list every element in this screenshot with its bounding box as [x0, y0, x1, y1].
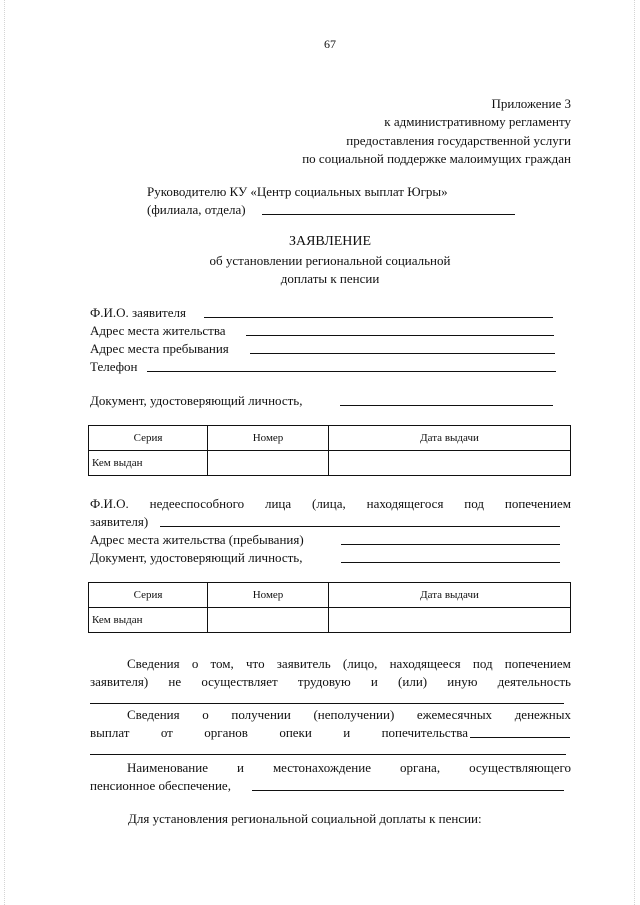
word: том,: [210, 656, 234, 671]
appendix-line-3: предоставления государственной услуги: [346, 133, 571, 148]
table1-header-series: Серия: [89, 426, 208, 451]
work-info-blank[interactable]: [90, 703, 564, 704]
work-info-line-1: [127, 656, 571, 672]
word: опеки: [279, 725, 312, 740]
word: денежных: [514, 707, 571, 722]
table2-header-date: Дата выдачи: [329, 583, 571, 608]
word: что: [246, 656, 265, 671]
applicant-id-label: Документ, удостоверяющий личность,: [90, 393, 303, 408]
word: не: [168, 674, 182, 689]
addressee-line-2: [147, 202, 246, 218]
applicant-stay-blank[interactable]: [250, 353, 555, 354]
word: (лицо,: [342, 656, 378, 671]
word: трудовую: [297, 674, 351, 689]
pension-body-line-1: [127, 760, 571, 776]
word: о: [191, 656, 199, 671]
word: деятельность: [497, 674, 571, 689]
word: органов: [204, 725, 248, 740]
scan-edge-right: [634, 0, 636, 905]
appendix-line-4: по социальной поддержке малоимущих граждан: [302, 151, 571, 166]
applicant-id-blank[interactable]: [340, 405, 553, 406]
dependent-address-blank[interactable]: [341, 544, 560, 545]
word: и: [236, 760, 244, 775]
table2-date-cell[interactable]: [329, 608, 571, 633]
word: под: [464, 496, 484, 511]
id-document-table-1: [88, 425, 571, 476]
word: выплат: [90, 725, 130, 740]
word: иную: [447, 674, 478, 689]
pension-body-line-2: пенсионное обеспечение,: [90, 778, 231, 793]
word: и: [343, 725, 351, 740]
statement-subtitle-2: доплаты к пенсии: [280, 271, 380, 286]
statement-title: ЗАЯВЛЕНИЕ: [288, 234, 372, 249]
word: Сведения: [127, 656, 180, 671]
word: находящееся: [389, 656, 461, 671]
dependent-id-blank[interactable]: [341, 562, 560, 563]
table2-issued-by-label: Кем выдан: [89, 608, 208, 633]
dependent-fio-end: заявителя): [90, 514, 149, 529]
word: (неполучении): [313, 707, 395, 722]
word: попечительства: [381, 725, 468, 740]
word: заявителя): [90, 674, 149, 689]
word: (или): [398, 674, 428, 689]
word: (лица,: [311, 496, 346, 511]
word: лица: [264, 496, 292, 511]
payments-info-blank-2[interactable]: [90, 754, 566, 755]
payments-info-blank-1[interactable]: [470, 737, 570, 738]
word: органа,: [399, 760, 441, 775]
table1-header-number: Номер: [208, 426, 329, 451]
word: получении: [231, 707, 291, 722]
applicant-stay-label: Адрес места пребывания: [90, 341, 229, 356]
addressee-branch-label: (филиала, отдела): [147, 202, 246, 217]
word: Наименование: [127, 760, 208, 775]
word: осуществляющего: [469, 760, 571, 775]
table1-header-date: Дата выдачи: [329, 426, 571, 451]
applicant-fio-blank[interactable]: [204, 317, 553, 318]
applicant-residence-label: Адрес места жительства: [90, 323, 226, 338]
word: недееспособного: [149, 496, 245, 511]
word: под: [472, 656, 493, 671]
table2-header-series: Серия: [89, 583, 208, 608]
dependent-address-label: Адрес места жительства (пребывания): [90, 532, 304, 547]
statement-subtitle-1: об установлении региональной социальной: [209, 253, 451, 268]
word: от: [160, 725, 173, 740]
table1-issued-by-label: Кем выдан: [89, 451, 208, 476]
word: Сведения: [127, 707, 180, 722]
table2-number-cell[interactable]: [208, 608, 329, 633]
appendix-line-1: Приложение 3: [491, 96, 571, 111]
dependent-fio-paragraph: [90, 496, 571, 512]
pension-body-blank[interactable]: [252, 790, 564, 791]
table2-header-number: Номер: [208, 583, 329, 608]
word: находящегося: [366, 496, 444, 511]
word: местонахождение: [272, 760, 371, 775]
word: ежемесячных: [416, 707, 493, 722]
applicant-phone-label: Телефон: [90, 359, 138, 374]
applicant-phone-blank[interactable]: [147, 371, 556, 372]
word: и: [370, 674, 378, 689]
table1-date-cell[interactable]: [329, 451, 571, 476]
addressee-line-1: Руководителю КУ «Центр социальных выплат Югры»: [147, 184, 448, 199]
payments-info-line-2: [90, 725, 468, 741]
word: осуществляет: [201, 674, 278, 689]
word: попечением: [504, 496, 571, 511]
applicant-fio-label: Ф.И.О. заявителя: [90, 305, 186, 320]
table1-number-cell[interactable]: [208, 451, 329, 476]
final-line: Для установления региональной социальной доплаты к пенсии:: [128, 811, 482, 826]
dependent-fio-blank[interactable]: [160, 526, 560, 527]
word: заявитель: [276, 656, 331, 671]
appendix-line-2: к административному регламенту: [384, 114, 571, 129]
word: попечением: [504, 656, 571, 671]
word: о: [202, 707, 209, 722]
scan-edge-left: [4, 0, 6, 905]
payments-info-line-1: [127, 707, 571, 723]
applicant-residence-blank[interactable]: [246, 335, 554, 336]
id-document-table-2: [88, 582, 571, 633]
work-info-line-2: [90, 674, 571, 690]
dependent-id-label: Документ, удостоверяющий личность,: [90, 550, 303, 565]
word: Ф.И.О.: [90, 496, 129, 511]
page-number: 67: [324, 37, 336, 51]
branch-blank[interactable]: [262, 214, 515, 215]
